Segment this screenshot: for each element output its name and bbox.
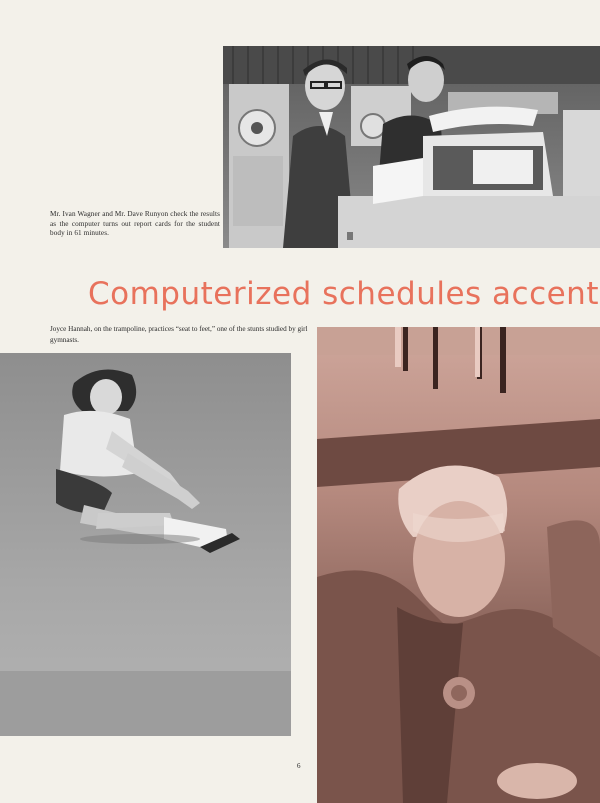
students-photo [317,327,600,803]
page-number: 6 [297,762,301,770]
computer-room-illustration [223,46,600,248]
students-illustration [317,327,600,803]
computer-photo-caption: Mr. Ivan Wagner and Mr. Dave Runyon check the results as the computer turns out report cards for the student body in 61 minutes. [50,210,220,238]
gymnast-photo [0,353,291,736]
headline: Computerized schedules accent [88,276,599,312]
computer-room-photo [223,46,600,248]
gymnast-photo-caption: Joyce Hannah, on the trampoline, practices “seat to feet,” one of the stunts studied by girl gymnasts. [50,325,308,344]
gymnast-illustration [0,353,291,736]
